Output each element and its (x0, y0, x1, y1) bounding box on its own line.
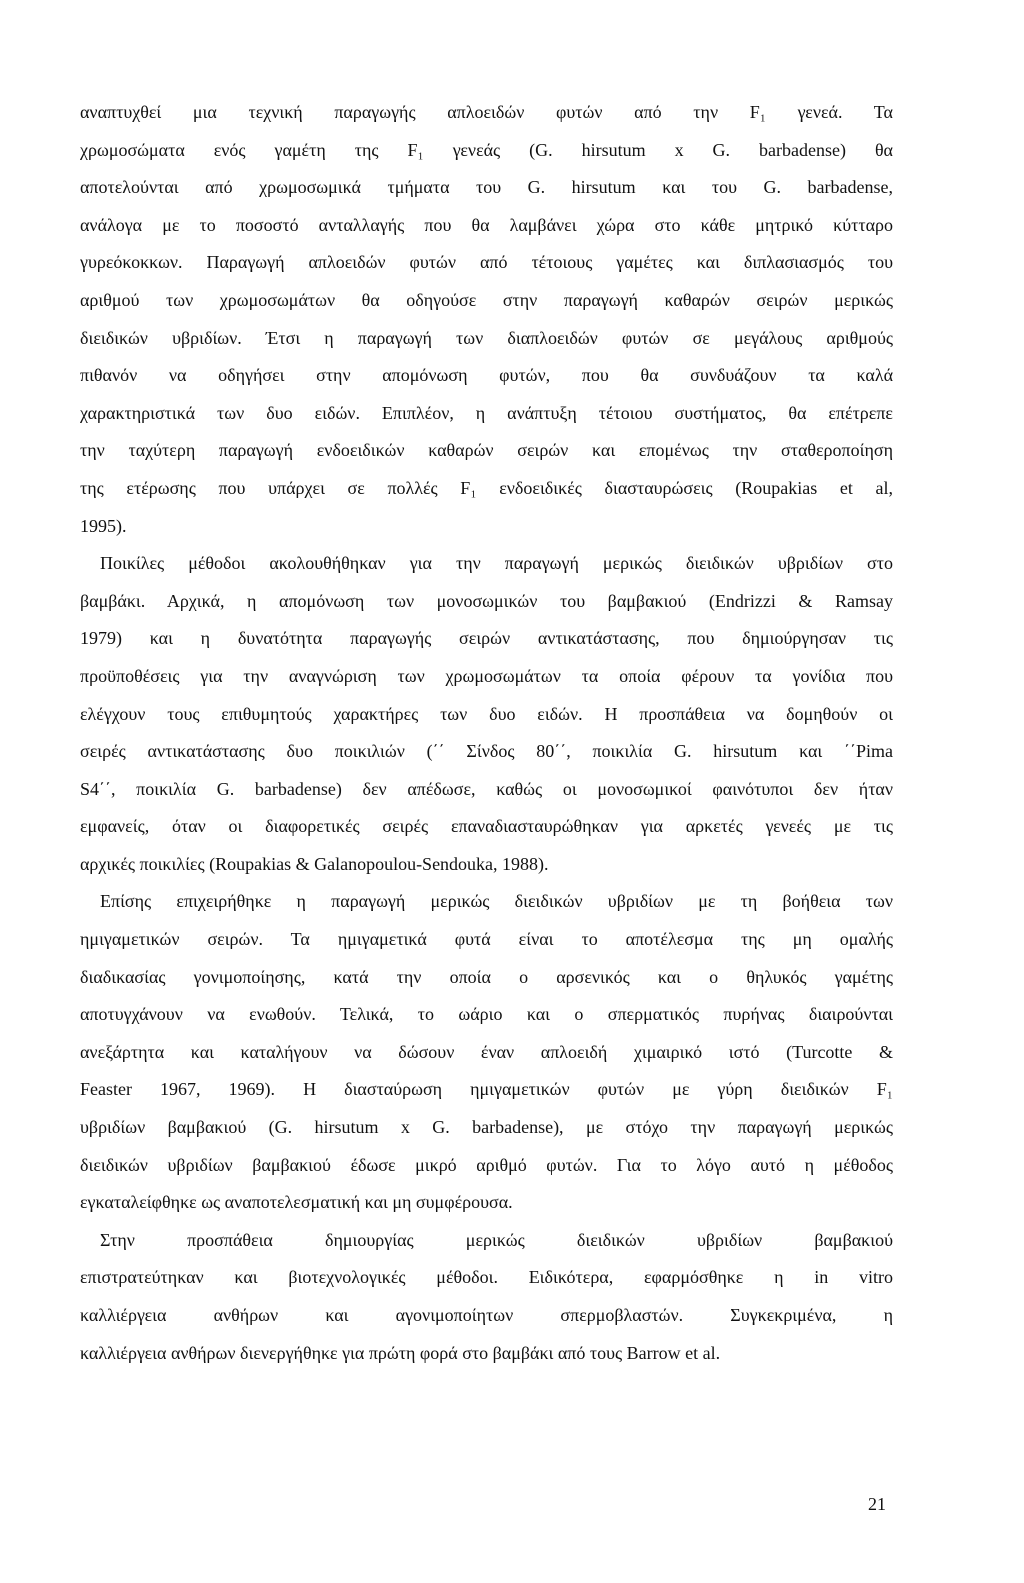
text-line: βαμβάκι. Αρχικά, η απομόνωση των μονοσωμικών του βαμβακιού (Endrizzi & Ramsay (80, 590, 893, 611)
text-line: 1979) και η δυνατότητα παραγωγής σειρών αντικατάστασης, που δημιούργησαν τις (80, 628, 893, 649)
text-line: S4΄΄, ποικιλία G. barbadense) δεν απέδωσε, καθώς οι μονοσωμικοί φαινότυποι δεν ήταν (80, 778, 893, 799)
text-line: καλλιέργεια ανθήρων και αγονιμοποίητων σπερμοβλαστών. Συγκεκριμένα, η (80, 1305, 893, 1325)
text-line: ανάλογα με το ποσοστό ανταλλαγής που θα λαμβάνει χώρα στο κάθε μητρικό κύτταρο (80, 214, 893, 235)
text-line: αποτελούνται από χρωμοσωμικά τμήματα του G. hirsutum και του G. barbadense, (80, 177, 893, 198)
text-line: διειδικών υβριδίων βαμβακιού έδωσε μικρό αριθμό φυτών. Για το λόγο αυτό η μέθοδος (80, 1154, 893, 1175)
text-line: καλλιέργεια ανθήρων διενεργήθηκε για πρώτη φορά στο βαμβάκι από τους Barrow et al. (80, 1342, 721, 1363)
text-line: χρωμοσώματα ενός γαμέτη της F₁ γενεάς (G. hirsutum x G. barbadense) θα (80, 139, 893, 160)
text-line: την ταχύτερη παραγωγή ενδοειδικών καθαρών σειρών και επομένως την σταθεροποίηση (80, 440, 893, 461)
text-line: Επίσης επιχειρήθηκε η παραγωγή μερικώς διειδικών υβριδίων με τη βοήθεια των (100, 891, 893, 912)
text-line: προϋποθέσεις για την αναγνώριση των χρωμοσωμάτων τα οποία φέρουν τα γονίδια που (80, 665, 893, 686)
text-line: αρχικές ποικιλίες (Roupakias & Galanopoulou-Sendouka, 1988). (80, 853, 549, 874)
text-line: επιστρατεύτηκαν και βιοτεχνολογικές μέθοδοι. Ειδικότερα, εφαρμόσθηκε η in vitro (80, 1267, 893, 1288)
text-line: εγκαταλείφθηκε ως αναποτελεσματική και μη συμφέρουσα. (80, 1192, 513, 1213)
page-number: 21 (868, 1494, 886, 1514)
text-line: εμφανείς, όταν οι διαφορετικές σειρές επαναδιασταυρώθηκαν για αρκετές γενεές με τις (80, 816, 893, 837)
paragraph-1 (80, 94, 893, 545)
text-line: ελέγχουν τους επιθυμητούς χαρακτήρες των δυο ειδών. Η προσπάθεια να δομηθούν οι (80, 703, 893, 724)
paragraph-4 (80, 1222, 893, 1372)
text-line: υβριδίων βαμβακιού (G. hirsutum x G. barbadense), με στόχο την παραγωγή μερικώς (80, 1117, 893, 1138)
text-line: πιθανόν να οδηγήσει στην απομόνωση φυτών, που θα συνδυάζουν τα καλά (80, 365, 893, 386)
text-line: της ετέρωσης που υπάρχει σε πολλές F₁ ενδοειδικές διασταυρώσεις (Roupakias et al, (80, 477, 893, 498)
text-line: 1995). (80, 515, 127, 536)
text-line: ανεξάρτητα και καταλήγουν να δώσουν έναν απλοειδή χιμαιρικό ιστό (Turcotte & (80, 1041, 893, 1062)
body-text (80, 94, 893, 1372)
text-line: αποτυγχάνουν να ενωθούν. Τελικά, το ωάριο και ο σπερματικός πυρήνας διαιρούνται (80, 1004, 893, 1025)
text-line: γυρεόκοκκων. Παραγωγή απλοειδών φυτών από τέτοιους γαμέτες και διπλασιασμός του (80, 252, 893, 273)
text-line: διειδικών υβριδίων. Έτσι η παραγωγή των διαπλοειδών φυτών σε μεγάλους αριθμούς (80, 327, 893, 348)
paragraph-2 (80, 545, 893, 883)
paragraph-3 (80, 883, 893, 1221)
text-line: σειρές αντικατάστασης δυο ποικιλιών (΄΄ Σίνδος 80΄΄, ποικιλία G. hirsutum και ΄΄Pima (80, 741, 893, 762)
text-line: Feaster 1967, 1969). Η διασταύρωση ημιγαμετικών φυτών με γύρη διειδικών F₁ (80, 1079, 893, 1100)
text-line: χαρακτηριστικά των δυο ειδών. Επιπλέον, η ανάπτυξη τέτοιου συστήματος, θα επέτρεπε (80, 402, 893, 423)
text-line: Ποικίλες μέθοδοι ακολουθήθηκαν για την παραγωγή μερικώς διειδικών υβριδίων στο (100, 553, 893, 574)
text-line: αριθμού των χρωμοσωμάτων θα οδηγούσε στην παραγωγή καθαρών σειρών μερικώς (80, 289, 893, 310)
text-line: διαδικασίας γονιμοποίησης, κατά την οποία ο αρσενικός και ο θηλυκός γαμέτης (80, 966, 893, 987)
text-line: ημιγαμετικών σειρών. Τα ημιγαμετικά φυτά είναι το αποτέλεσμα της μη ομαλής (80, 929, 893, 950)
text-line: αναπτυχθεί μια τεχνική παραγωγής απλοειδών φυτών από την F₁ γενεά. Τα (80, 102, 893, 122)
text-line: Στην προσπάθεια δημιουργίας μερικώς διειδικών υβριδίων βαμβακιού (100, 1229, 893, 1250)
